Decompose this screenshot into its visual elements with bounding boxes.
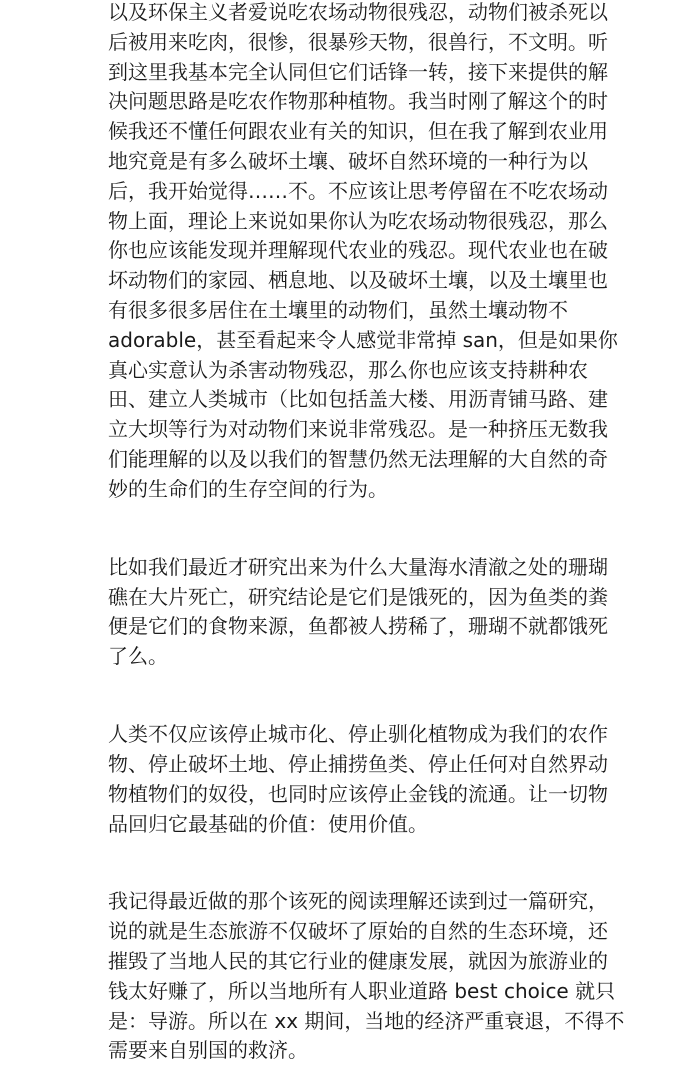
text-line: 后，我开始觉得……不。不应该让思考停留在不吃农场动 xyxy=(108,178,608,203)
paragraph-coral xyxy=(108,553,674,672)
text-line: 说的就是生态旅游不仅破坏了原始的自然的生态环境，还 xyxy=(108,919,608,944)
paragraph-gap xyxy=(108,505,674,553)
text-line: 坏动物们的家园、栖息地、以及破坏土壤，以及土壤里也 xyxy=(108,268,608,293)
paragraph-gap xyxy=(108,672,674,720)
text-line: 我记得最近做的那个该死的阅读理解还读到过一篇研究， xyxy=(108,889,608,914)
text-line: 便是它们的食物来源，鱼都被人捞稀了，珊瑚不就都饿死 xyxy=(108,614,608,639)
text-line: 比如我们最近才研究出来为什么大量海水清澈之处的珊瑚 xyxy=(108,554,608,579)
text-line: 物上面，理论上来说如果你认为吃农场动物很残忍，那么 xyxy=(108,208,608,233)
text-line: 候我还不懂任何跟农业有关的知识，但在我了解到农业用 xyxy=(108,119,608,144)
text-line: 后被用来吃肉，很惨，很暴殄天物，很兽行，不文明。听 xyxy=(108,29,608,54)
paragraph-stop-urbanization xyxy=(108,720,674,839)
text-line: 以及环保主义者爱说吃农场动物很残忍，动物们被杀死以 xyxy=(108,0,608,24)
text-line: adorable，甚至看起来令人感觉非常掉 san，但是如果你 xyxy=(108,327,618,352)
text-line: 人类不仅应该停止城市化、停止驯化植物成为我们的农作 xyxy=(108,722,608,747)
text-line: 田、建立人类城市（比如包括盖大楼、用沥青铺马路、建 xyxy=(108,387,608,412)
text-line: 了么。 xyxy=(108,644,168,669)
text-line: 是：导游。所以在 xx 期间，当地的经济严重衰退，不得不 xyxy=(108,1008,625,1033)
text-line: 摧毁了当地人民的其它行业的健康发展，就因为旅游业的 xyxy=(108,949,608,974)
text-line: 品回归它最基础的价值：使用价值。 xyxy=(108,811,428,836)
text-line: 有很多很多居住在土壤里的动物们，虽然土壤动物不 xyxy=(108,297,568,322)
text-line: 物、停止破坏土地、停止捕捞鱼类、停止任何对自然界动 xyxy=(108,751,608,776)
text-line: 需要来自别国的救济。 xyxy=(108,1038,308,1063)
text-line: 到这里我基本完全认同但它们话锋一转，接下来提供的解 xyxy=(108,59,608,84)
text-line: 物植物们的奴役，也同时应该停止金钱的流通。让一切物 xyxy=(108,781,608,806)
text-line: 钱太好赚了，所以当地所有人职业道路 best choice 就只 xyxy=(108,978,616,1003)
text-line: 礁在大片死亡，研究结论是它们是饿死的，因为鱼类的粪 xyxy=(108,584,608,609)
text-line: 你也应该能发现并理解现代农业的残忍。现代农业也在破 xyxy=(108,238,608,263)
text-line: 立大坝等行为对动物们来说非常残忍。是一种挤压无数我 xyxy=(108,417,608,442)
paragraph-gap xyxy=(108,839,674,887)
paragraph-agriculture xyxy=(108,0,674,505)
paragraph-ecotourism xyxy=(108,887,674,1066)
text-line: 们能理解的以及以我们的智慧仍然无法理解的大自然的奇 xyxy=(108,446,608,471)
text-line: 决问题思路是吃农作物那种植物。我当时刚了解这个的时 xyxy=(108,89,608,114)
article-body xyxy=(108,0,674,1066)
text-line: 地究竟是有多么破坏土壤、破坏自然环境的一种行为以 xyxy=(108,148,588,173)
text-line: 妙的生命们的生存空间的行为。 xyxy=(108,476,388,501)
text-line: 真心实意认为杀害动物残忍，那么你也应该支持耕种农 xyxy=(108,357,588,382)
